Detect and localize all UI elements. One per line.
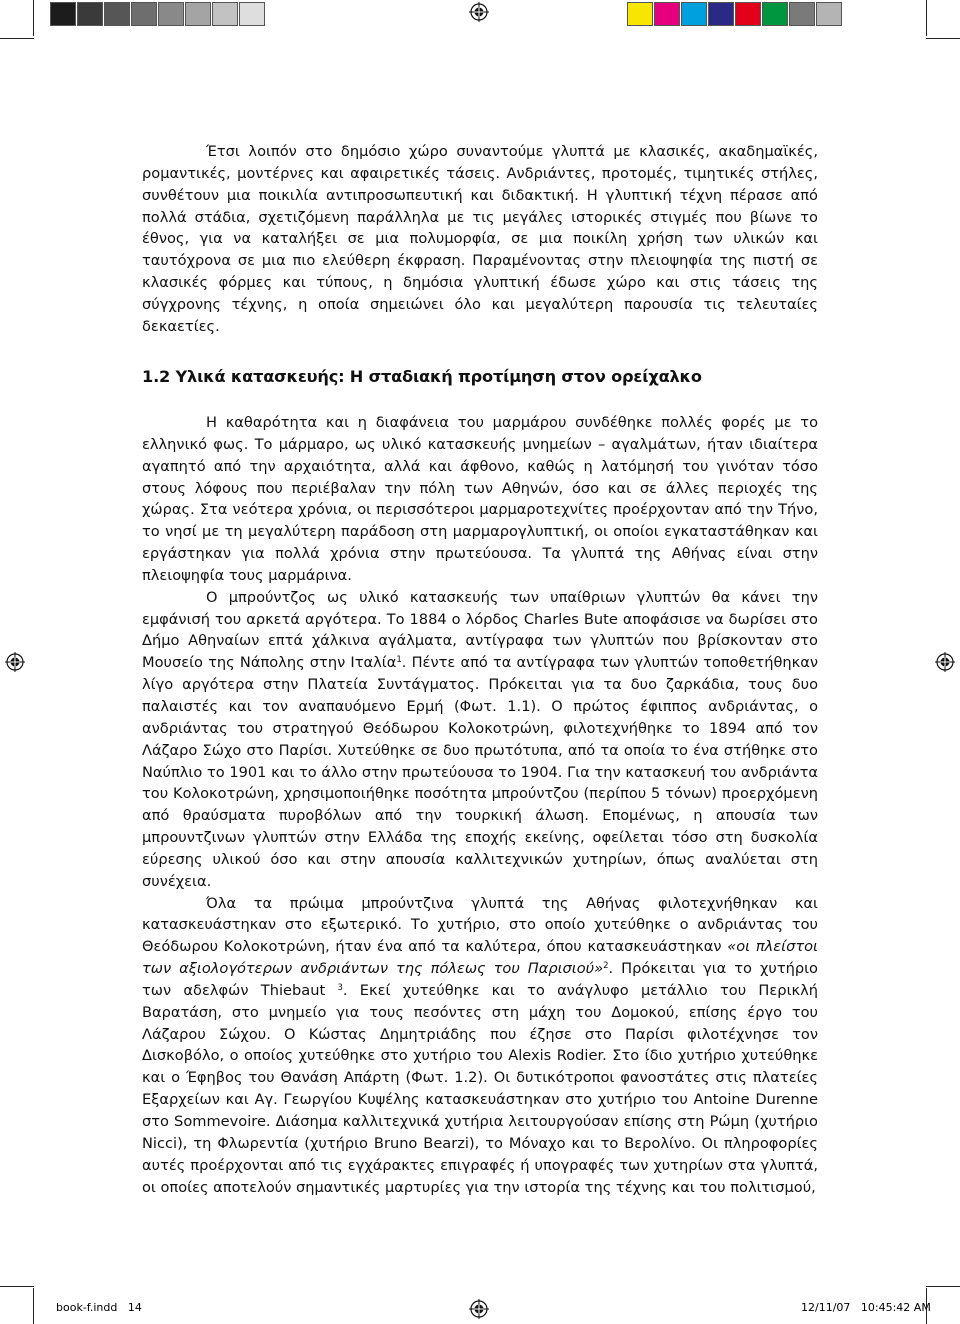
footnote-ref-1: 1: [396, 655, 402, 666]
color-patch: [789, 2, 815, 26]
color-patch: [708, 2, 734, 26]
color-patch: [681, 2, 707, 26]
gray-patch: [185, 2, 211, 26]
quotation: «οι πλείστοι των αξιολογότερων ανδριάντων της πόλεως του Παρισιού»: [142, 938, 818, 978]
crop-mark-top-right-v: [926, 0, 927, 36]
intro-paragraph: Έτσι λοιπόν στο δημόσιο χώρο συναντούμε γλυπτά με κλασικές, ακαδημαϊκές, ρομαντικές, μοντέρνες και αφαιρετικές τάσεις. Ανδριάντες, προτομές, τιμητικές στήλες, συνθέτουν μια ποικιλία αντιπροσωπευτική και διδακτική. Η γλυπτική τέχνη πέρασε από πολλά στάδια, σχετιζόμενη παράλληλα με τις μεγάλες ιστορικές στιγμές που βίωνε το έθνος, για να καταλήξει σε μια πολυμορφία, σε μια ποικίλη χρήση των υλικών και ταυτόχρονα σε μια πιο ελεύθερη έκφραση. Παραμένοντας στην πλειοψηφία της πιστή σε κλασικές φόρμες και τύπους, η δημόσια γλυπτική έδωσε χώρο και στις τάσεις της σύγχρονης τέχνης, η οποία σημειώνει όλο και μεγαλύτερη παρουσία τις τελευταίες δεκαετίες.: [142, 143, 818, 335]
section-heading-block: [142, 366, 818, 388]
section-heading: 1.2 Υλικά κατασκευής: Η σταδιακή προτίμηση στον ορείχαλκο: [142, 367, 702, 386]
crop-mark-bottom-left: [0, 1286, 34, 1287]
crop-mark-top-left: [0, 38, 34, 39]
paragraph-marble: Η καθαρότητα και η διαφάνεια του μαρμάρου συνδέθηκε πολλές φορές με το ελληνικό φως. Το μάρμαρο, ως υλικό κατασκευής μνημείων – αγαλμάτων, ήταν ιδιαίτερα αγαπητό από την αρχαιότητα, αλλά και άφθονο, καθώς η λατόμησή του γινόταν τόσο στους λόφους που περιέβαλαν την πόλη των Αθηνών, όσο και σε άλλες περιοχές της χώρας. Στα νεότερα χρόνια, οι περισσότεροι μαρμαροτεχνίτες προέρχονταν από την Τήνο, το νησί με τη μεγαλύτερη παράδοση στη μαρμαρογλυπτική, οι οποίοι εγκαταστάθηκαν και εργάστηκαν για πολλά χρόνια στην πρωτεύουσα. Τα γλυπτά της Αθήνας είναι στην πλειοψηφία τους μαρμάρινα.: [142, 414, 818, 584]
paragraph-foundries-part1: Όλα τα πρώιμα μπρούντζινα γλυπτά της Αθήνας φιλοτεχνήθηκαν και κατασκευάστηκαν στο εξωτερικό. Το χυτήριο, στο οποίο χυτεύθηκε ο ανδριάντας του Θεόδωρου Κολοκοτρώνη, ήταν ένα από τα καλύτερα, όπου κατασκευάστηκαν: [142, 894, 818, 956]
paragraph-foundries-part3: . Εκεί χυτεύθηκε και το ανάγλυφο μετάλλιο του Περικλή Βαρατάση, στο μνημείο για τους πεσόντες στη μάχη του Δομοκού, επίσης έργο του Λάζαρου Σώχου. Ο Κώστας Δημητριάδης που έζησε στο Παρίσι φιλοτέχνησε τον Δισκοβόλο, ο οποίος χυτεύθηκε στο χυτήριο του Alexis Rodier. Στο ίδιο χυτήριο χυτεύθηκε και ο Έφηβος του Θανάση Απάρτη (Φωτ. 1.2). Οι δυτικότροποι φανοστάτες στις πλατείες Εξαρχείων και Αγ. Γεωργίου Κυψέλης κατασκευάστηκαν στο χυτήριο του Antoine Durenne στο Sommevoire. Διάσημα καλλιτεχνικά χυτήρια λειτουργούσαν επίσης στη Ρώμη (χυτήριο Nicci), τη Φλωρεντία (χυτήριο Bruno Bearzi), το Μόναχο και το Βερολίνο. Οι πληροφορίες αυτές προέρχονται από τις εγχάρακτες επιγραφές ή υπογραφές των χυτηρίων στα γλυπτά, οι οποίες αποτελούν σημαντικές μαρτυρίες για την ιστορία της τέχνης και του πολιτισμού,: [142, 981, 818, 1196]
paragraph-bronze-part2: . Πέντε από τα αντίγραφα των γλυπτών τοποθετήθηκαν λίγο αργότερα στην Πλατεία Συντάγματος. Πρόκειται για τα δυο ζαρκάδια, τους δυο παλαιστές και τον αναπαυόμενο Ερμή (Φωτ. 1.1). Ο πρώτος έφιππος ανδριάντας, ο ανδριάντας του στρατηγού Θεόδωρου Κολοκοτρώνη, φιλοτεχνήθηκε το 1894 από τον Λάζαρο Σώχο στο Παρίσι. Χυτεύθηκε σε δυο πρωτότυπα, από τα οποία το ένα στήθηκε στο Ναύπλιο το 1901 και το άλλο στην πρωτεύουσα το 1904. Για την κατασκευή του ανδριάντα του Κολοκοτρώνη, χρησιμοποιήθηκε ποσότητα μπρούντζου (περίπου 5 τόνων) προερχόμενη από θραύσματα πυροβόλων από την τουρκική άλωση. Επομένως, η απουσία των μπρουντζινων γλυπτών στην Ελλάδα της εποχής εκείνης, οφείλεται τόσο στη δυσκολία εύρεσης υλικού όσο και στην απουσία καλλιτεχνικών χυτηρίων, όπως αναλύεται στη συνέχεια.: [142, 654, 819, 890]
slug-timestamp: 12/11/07 10:45:42 AM: [801, 1301, 931, 1314]
paragraph-bronze: [142, 587, 818, 893]
intro-block: [142, 141, 818, 338]
section-body: [142, 412, 818, 1198]
gray-patch: [212, 2, 238, 26]
slug-filename: book-f.indd 14: [56, 1301, 142, 1314]
paragraph-bronze-part1: Ο μπρούντζος ως υλικό κατασκευής των υπαίθριων γλυπτών θα κάνει την εμφάνισή του αρκετά αργότερα. Το 1884 ο λόρδος Charles Bute αποφάσισε να δωρίσει στο Δήμο Αθηναίων επτά χάλκινα αγάλματα, αντίγραφα των γλυπτών που βρίσκονταν στο Μουσείο της Νάπολης στην Ιταλία: [142, 588, 818, 672]
paragraph-foundries-part2: . Πρόκειται για το χυτήριο των αδελφών Thiebaut: [142, 960, 818, 999]
color-patch: [816, 2, 842, 26]
registration-mark-icon: [935, 652, 955, 672]
color-patch: [762, 2, 788, 26]
crop-mark-top-right: [926, 38, 960, 39]
gray-patch: [239, 2, 265, 26]
gray-patch: [131, 2, 157, 26]
gray-patch: [77, 2, 103, 26]
color-patch: [627, 2, 653, 26]
gray-patch: [50, 2, 76, 26]
crop-mark-bottom-left-v: [33, 1288, 34, 1324]
registration-mark-icon: [5, 652, 25, 672]
footnote-ref-2: 2: [603, 961, 609, 972]
color-patch: [654, 2, 680, 26]
registration-mark-icon: [469, 1299, 489, 1319]
paragraph-foundries: [142, 893, 818, 1199]
registration-mark-icon: [469, 2, 489, 22]
crop-mark-bottom-right: [926, 1286, 960, 1287]
gray-patch: [158, 2, 184, 26]
footnote-ref-3: 3: [337, 982, 343, 993]
color-patch: [735, 2, 761, 26]
gray-patch: [104, 2, 130, 26]
crop-mark-top-left-v: [33, 0, 34, 36]
